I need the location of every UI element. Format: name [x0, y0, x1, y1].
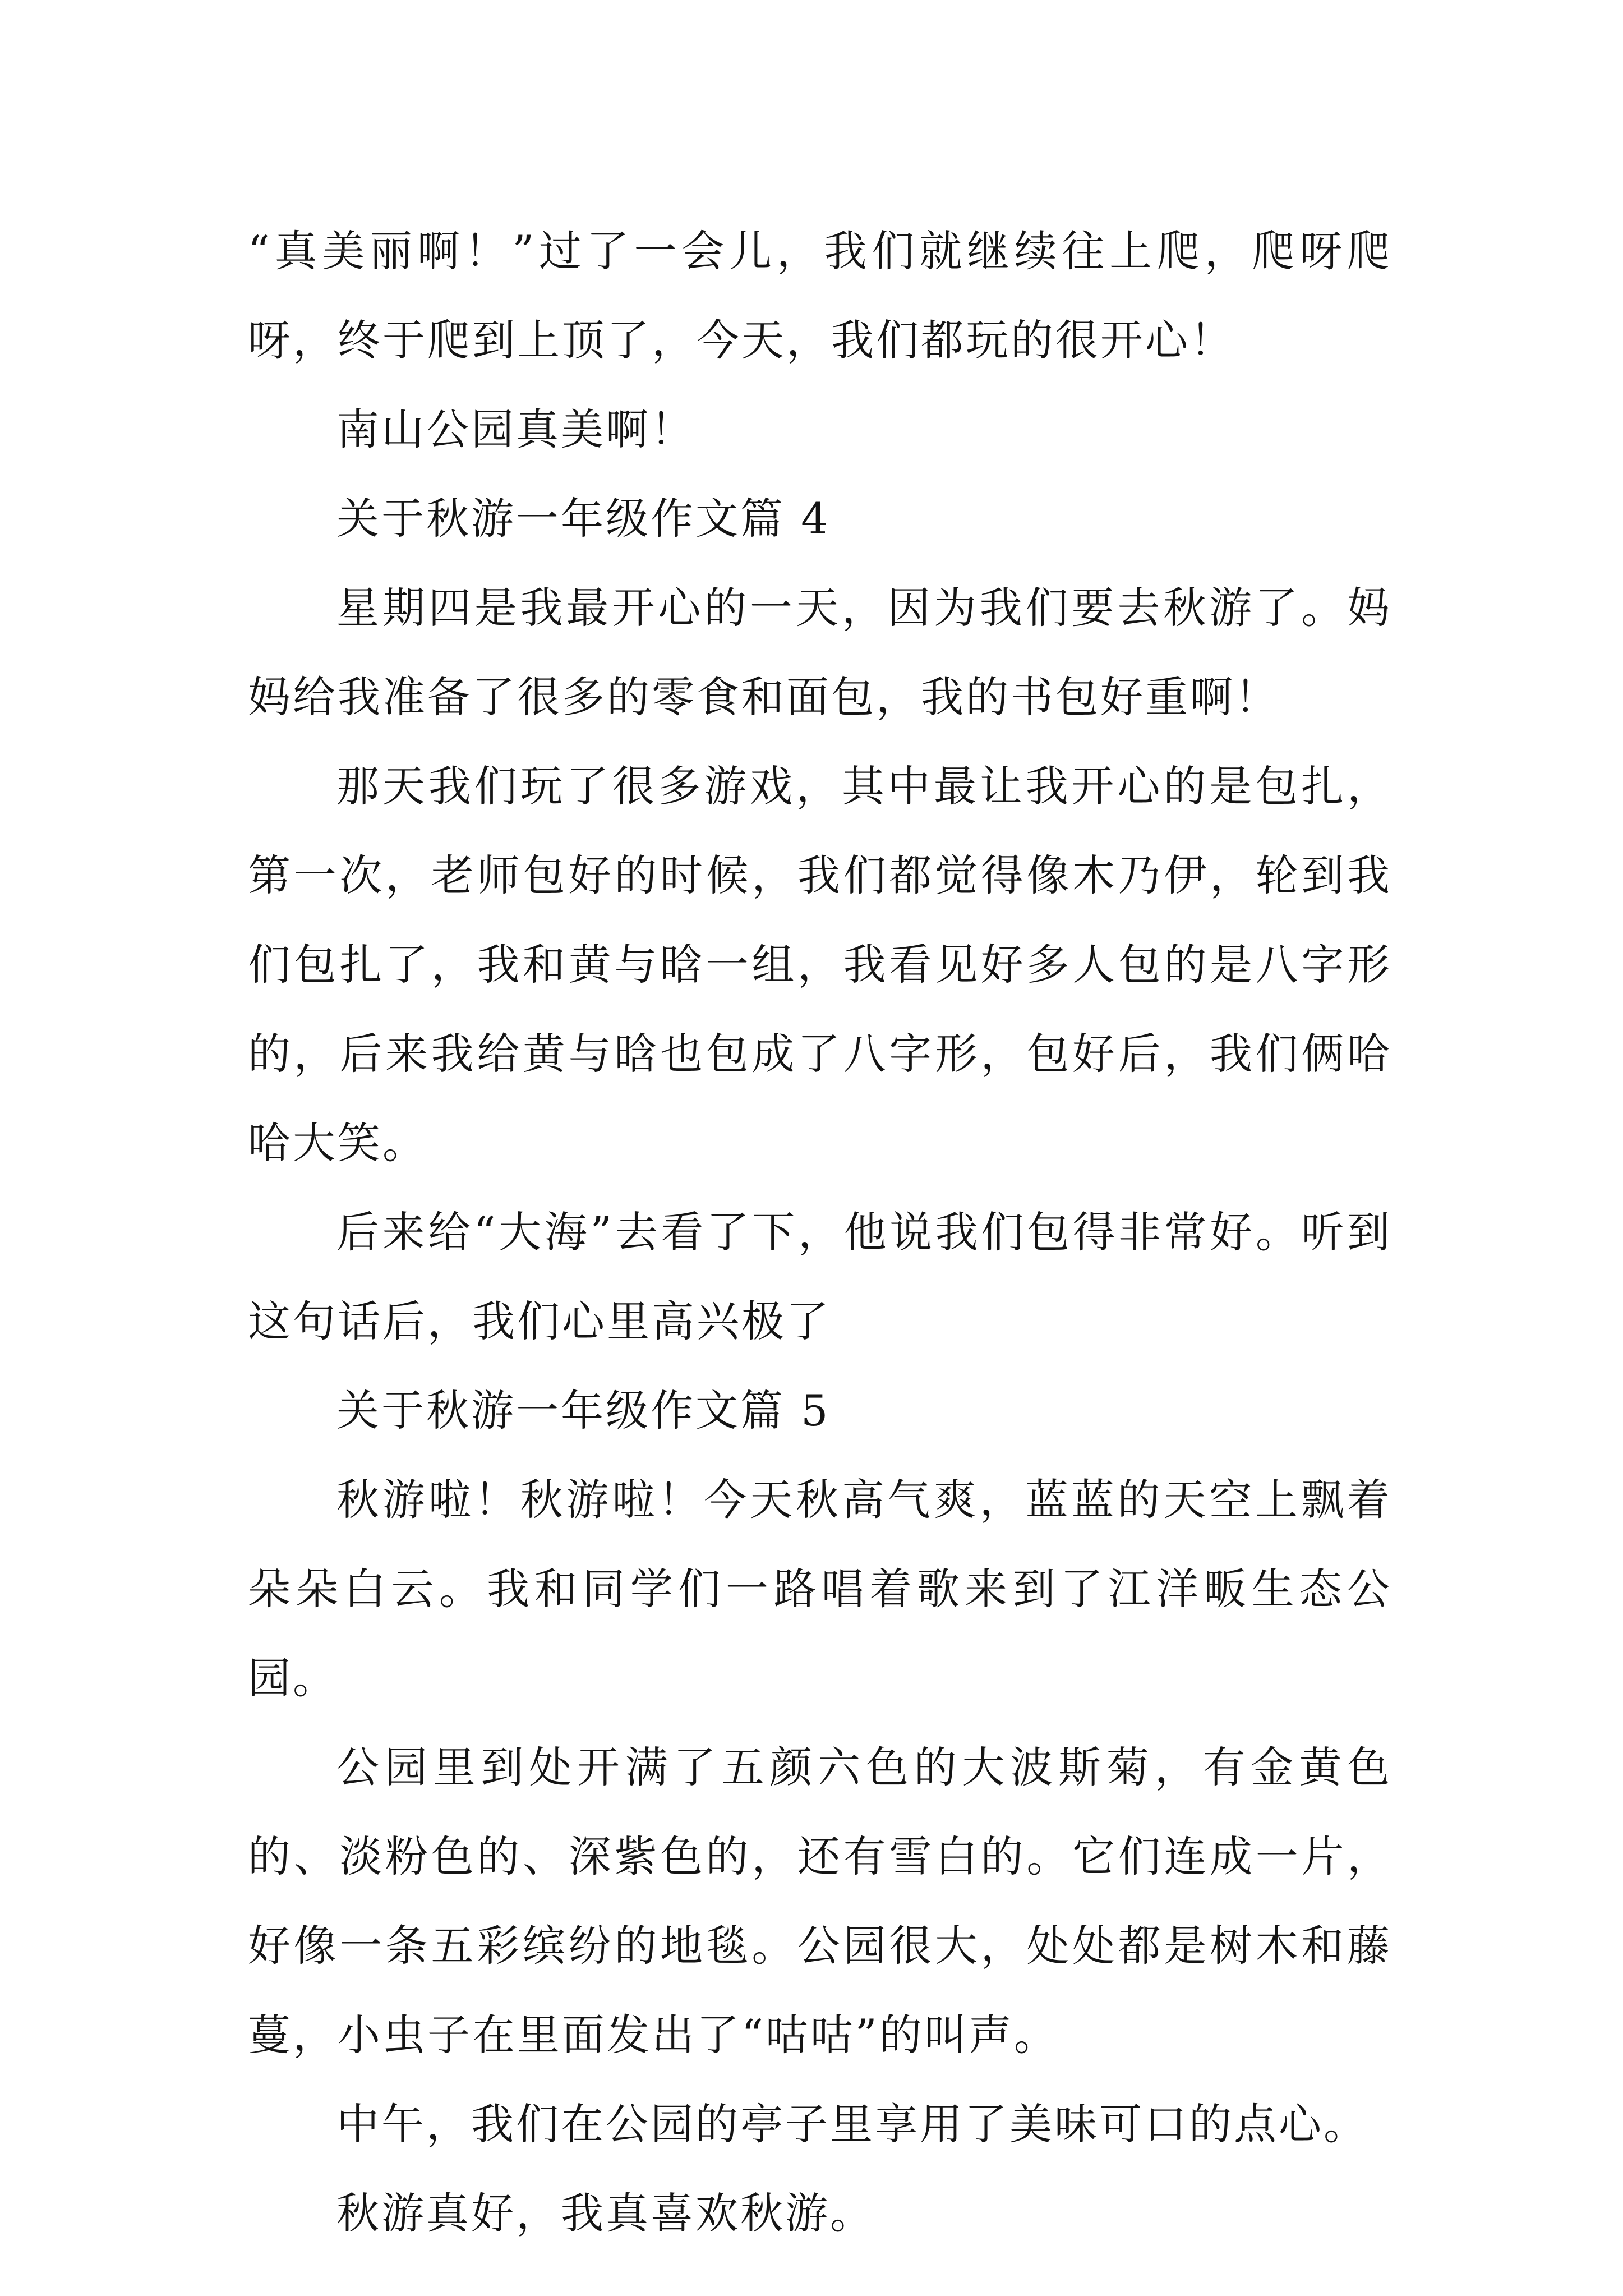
document-body [248, 206, 1392, 2258]
paragraph-dahai-review: 后来给“大海”去看了下，他说我们包得非常好。听到这句话后，我们心里高兴极了 [248, 1207, 1392, 1346]
paragraph-nanshan-park: 南山公园真美啊！ [336, 404, 695, 454]
paragraph-autumn-trip: 秋游啦！秋游啦！今天秋高气爽，蓝蓝的天空上飘着朵朵白云。我和同学们一路唱着歌来到了江洋畈生态公园。 [248, 1475, 1392, 1703]
paragraph-cosmos-flowers: 公园里到处开满了五颜六色的大波斯菊，有金黄色的、淡粉色的、深紫色的，还有雪白的。它们连成一片，好像一条五彩缤纷的地毯。公园很大，处处都是树木和藤蔓，小虫子在里面发出了“咕咕”的叫声。 [248, 1742, 1392, 2060]
paragraph-thursday: 星期四是我最开心的一天，因为我们要去秋游了。妈妈给我准备了很多的零食和面包，我的书包好重啊！ [248, 583, 1392, 722]
paragraph-continuation: “真美丽啊！”过了一会儿，我们就继续往上爬，爬呀爬呀，终于爬到上顶了，今天，我们都玩的很开心！ [248, 226, 1392, 365]
section-heading-4: 关于秋游一年级作文篇 4 [336, 494, 831, 544]
paragraph-lunch: 中午，我们在公园的亭子里享用了美味可口的点心。 [336, 2099, 1368, 2149]
section-heading-5: 关于秋游一年级作文篇 5 [336, 1386, 831, 1435]
paragraph-bandaging-game: 那天我们玩了很多游戏，其中最让我开心的是包扎，第一次，老师包好的时候，我们都觉得像木乃伊，轮到我们包扎了，我和黄与晗一组，我看见好多人包的是八字形的，后来我给黄与晗也包成了八字形，包好后，我们俩哈哈大笑。 [248, 761, 1392, 1168]
paragraph-conclusion: 秋游真好，我真喜欢秋游。 [336, 2188, 875, 2238]
